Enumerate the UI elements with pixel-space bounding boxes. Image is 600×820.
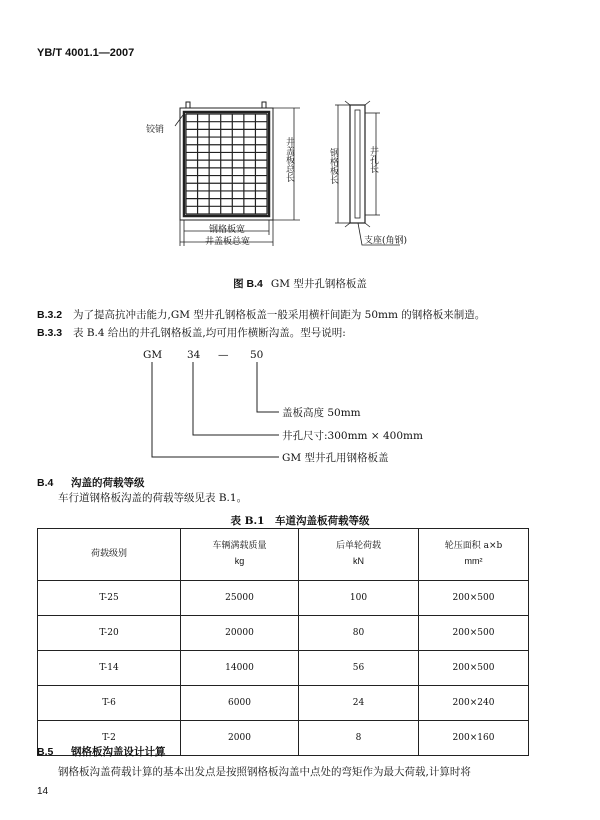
section-title: 钢格板沟盖设计计算: [71, 746, 166, 758]
table-row: [38, 686, 529, 721]
table-cell: 200×240: [419, 686, 529, 721]
table-cell: 24: [299, 686, 419, 721]
grating-bars: [186, 114, 267, 214]
table-cell: 6000: [181, 686, 299, 721]
table-header-cell: 后单轮荷载 kN: [299, 529, 419, 581]
table-cell: 100: [299, 581, 419, 616]
section-title: 沟盖的荷载等级: [71, 477, 145, 489]
hole-length-label: 井孔长: [368, 146, 378, 173]
table-cell: T-14: [38, 651, 181, 686]
size-leader-line: [193, 362, 279, 435]
table-cell: 8: [299, 721, 419, 756]
grating-panel-outline: [184, 112, 269, 216]
grating-width-label: 钢格板宽: [209, 225, 246, 235]
figure-caption-text: GM 型井孔钢格板盖: [270, 278, 367, 290]
section-b4-text: 车行道钢格板沟盖的荷载等级见表 B.1。: [58, 492, 248, 504]
side-view-plate: [355, 110, 360, 218]
hinge-pin-shape: [186, 102, 266, 108]
table-row: [38, 581, 529, 616]
model-dash: —: [218, 349, 229, 361]
table-caption: 表 B.1 车道沟盖板荷载等级: [230, 515, 370, 527]
model-desc-height: 盖板高度 50mm: [282, 407, 361, 419]
model-desc-type: GM 型井孔用钢格板盖: [282, 452, 389, 464]
model-desc-size: 井孔尺寸:300mm × 400mm: [282, 430, 423, 442]
table-cell: 20000: [181, 616, 299, 651]
paragraph-number: B.3.3: [37, 327, 63, 339]
hinge-leader-line: [175, 115, 183, 126]
table-header-cell: 车辆满载质量 kg: [181, 529, 299, 581]
table-cell: 200×500: [419, 581, 529, 616]
table-cell: T-6: [38, 686, 181, 721]
section-b4-heading: [37, 475, 145, 490]
figure-caption: [0, 276, 600, 291]
paragraph-number: B.3.2: [37, 309, 63, 321]
table-cell: 200×500: [419, 651, 529, 686]
table-cell: 14000: [181, 651, 299, 686]
table-row: [38, 616, 529, 651]
hinge-label: 铰销: [146, 125, 165, 135]
grating-cover-drawing: [0, 85, 600, 265]
table-cell: 25000: [181, 581, 299, 616]
table-header-row: [38, 529, 529, 581]
side-view-frame: [350, 105, 365, 223]
paragraph-text: 为了提高抗冲击能力,GM 型井孔钢格板盖一般采用横杆间距为 50mm 的钢格板来制造。: [73, 309, 486, 321]
page-number: 14: [37, 786, 49, 797]
total-width-label: 井盖板总宽: [205, 237, 251, 247]
model-code-gm: GM: [143, 349, 163, 361]
table-cell: 200×160: [419, 721, 529, 756]
table-cell: 56: [299, 651, 419, 686]
section-b5-heading: [37, 744, 166, 759]
table-cell: 200×500: [419, 616, 529, 651]
document-code: YB/T 4001.1—2007: [37, 47, 135, 59]
table-cell: T-2: [38, 721, 181, 756]
grating-length-label: 钢格板长: [328, 148, 338, 184]
figure-caption-label: 图 B.4: [233, 278, 263, 290]
height-leader-line: [257, 362, 279, 412]
load-class-table: [37, 528, 529, 756]
support-label: 支座(角钢): [364, 236, 408, 246]
table-header-cell: 荷载级别: [38, 529, 181, 581]
table-cell: 80: [299, 616, 419, 651]
section-number: B.5: [37, 746, 54, 758]
table-header-cell: 轮压面积 a×b mm²: [419, 529, 529, 581]
paragraph-b33: [37, 325, 346, 340]
table-row: [38, 651, 529, 686]
model-code-34: 34: [187, 349, 201, 361]
table-cell: T-25: [38, 581, 181, 616]
table-cell: 2000: [181, 721, 299, 756]
model-code-50: 50: [250, 349, 264, 361]
table-cell: T-20: [38, 616, 181, 651]
section-number: B.4: [37, 477, 54, 489]
section-b5-text: 钢格板沟盖荷载计算的基本出发点是按照钢格板沟盖中点处的弯矩作为最大荷载,计算时将: [58, 766, 471, 778]
cover-frame-outline: [180, 108, 273, 220]
paragraph-b32: [37, 307, 485, 322]
total-length-label: 井盖板总长: [284, 137, 294, 182]
type-leader-line: [152, 362, 279, 457]
paragraph-text: 表 B.4 给出的井孔钢格板盖,均可用作横断沟盖。型号说明:: [73, 327, 346, 339]
